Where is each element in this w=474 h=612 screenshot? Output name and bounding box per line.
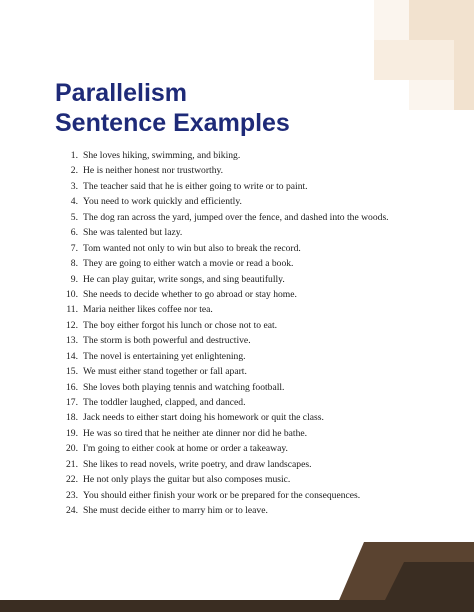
- list-item: [60, 364, 460, 379]
- deco-square: [374, 0, 409, 40]
- item-text: You should either finish your work or be prepared for the consequences.: [83, 489, 361, 501]
- item-text: The novel is entertaining yet enlightening.: [83, 350, 246, 362]
- item-number: 5.: [70, 211, 78, 223]
- item-number: 12.: [66, 319, 78, 331]
- item-number: 19.: [66, 427, 78, 439]
- item-text: I'm going to either cook at home or order a takeaway.: [83, 443, 288, 455]
- item-number: 1.: [70, 150, 78, 161]
- item-text: You need to work quickly and efficiently.: [83, 196, 242, 208]
- list-item: [60, 395, 460, 410]
- list-item: [60, 503, 460, 518]
- page-title: [55, 78, 290, 138]
- item-number: 7.: [70, 242, 78, 254]
- deco-square: [409, 80, 454, 110]
- item-text: The boy either forgot his lunch or chose not to eat.: [83, 319, 278, 331]
- list-item: [60, 287, 460, 302]
- list-item: [60, 426, 460, 441]
- title-line-1: Parallelism: [55, 79, 188, 107]
- item-number: 4.: [70, 196, 78, 208]
- item-text: He can play guitar, write songs, and sing beautifully.: [83, 273, 285, 285]
- item-text: Tom wanted not only to win but also to break the record.: [83, 242, 301, 254]
- item-number: 14.: [66, 350, 78, 362]
- item-number: 24.: [66, 505, 78, 517]
- item-number: 6.: [70, 227, 78, 239]
- examples-list: [60, 148, 460, 519]
- item-number: 21.: [66, 458, 78, 470]
- deco-square: [454, 40, 474, 110]
- list-item: [60, 472, 460, 487]
- item-text: The toddler laughed, clapped, and danced.: [83, 397, 246, 408]
- item-text: He is neither honest nor trustworthy.: [83, 165, 224, 177]
- list-item: [60, 179, 460, 194]
- list-item: [60, 302, 460, 317]
- list-item: [60, 241, 460, 256]
- item-text: She loves hiking, swimming, and biking.: [83, 150, 241, 161]
- item-text: The dog ran across the yard, jumped over the fence, and dashed into the woods.: [83, 211, 389, 223]
- item-text: She was talented but lazy.: [83, 227, 183, 239]
- item-number: 11.: [66, 304, 78, 316]
- item-number: 2.: [70, 165, 78, 177]
- item-text: She loves both playing tennis and watching football.: [83, 381, 285, 393]
- list-item: [60, 488, 460, 503]
- list-item: [60, 210, 460, 225]
- list-item: [60, 194, 460, 209]
- list-item: [60, 225, 460, 240]
- item-number: 20.: [66, 443, 78, 455]
- item-text: Maria neither likes coffee nor tea.: [83, 304, 213, 316]
- item-number: 23.: [66, 489, 78, 501]
- item-text: The teacher said that he is either going to write or to paint.: [83, 180, 308, 192]
- bottom-bar: [0, 600, 474, 612]
- list-item: [60, 256, 460, 271]
- item-text: He not only plays the guitar but also composes music.: [83, 474, 291, 486]
- deco-square: [374, 40, 409, 80]
- list-item: [60, 349, 460, 364]
- item-number: 18.: [66, 412, 78, 424]
- list-item: [60, 457, 460, 472]
- item-number: 15.: [66, 366, 78, 378]
- list-item: [60, 333, 460, 348]
- list-item: [60, 318, 460, 333]
- item-text: She needs to decide whether to go abroad or stay home.: [83, 288, 297, 300]
- list-item: [60, 148, 460, 163]
- item-number: 22.: [66, 474, 78, 486]
- item-number: 9.: [70, 273, 78, 285]
- item-text: The storm is both powerful and destructive.: [83, 335, 251, 347]
- top-corner-decoration: [344, 0, 474, 110]
- deco-square: [409, 0, 474, 40]
- title-line-2: Sentence Examples: [55, 109, 290, 137]
- item-number: 8.: [70, 258, 78, 270]
- item-text: They are going to either watch a movie or read a book.: [83, 258, 294, 270]
- deco-square: [409, 40, 454, 80]
- list-item: [60, 272, 460, 287]
- item-number: 10.: [66, 288, 78, 300]
- item-text: We must either stand together or fall apart.: [83, 366, 247, 378]
- item-number: 3.: [70, 180, 78, 192]
- item-text: She likes to read novels, write poetry, and draw landscapes.: [83, 458, 312, 470]
- item-number: 17.: [66, 397, 78, 408]
- list-item: [60, 380, 460, 395]
- item-number: 13.: [66, 335, 78, 347]
- item-text: Jack needs to either start doing his homework or quit the class.: [83, 412, 324, 424]
- list-item: [60, 163, 460, 178]
- list-item: [60, 441, 460, 456]
- item-text: He was so tired that he neither ate dinner nor did he bathe.: [83, 427, 308, 439]
- item-number: 16.: [66, 381, 78, 393]
- list-item: [60, 410, 460, 425]
- item-text: She must decide either to marry him or to leave.: [83, 505, 268, 517]
